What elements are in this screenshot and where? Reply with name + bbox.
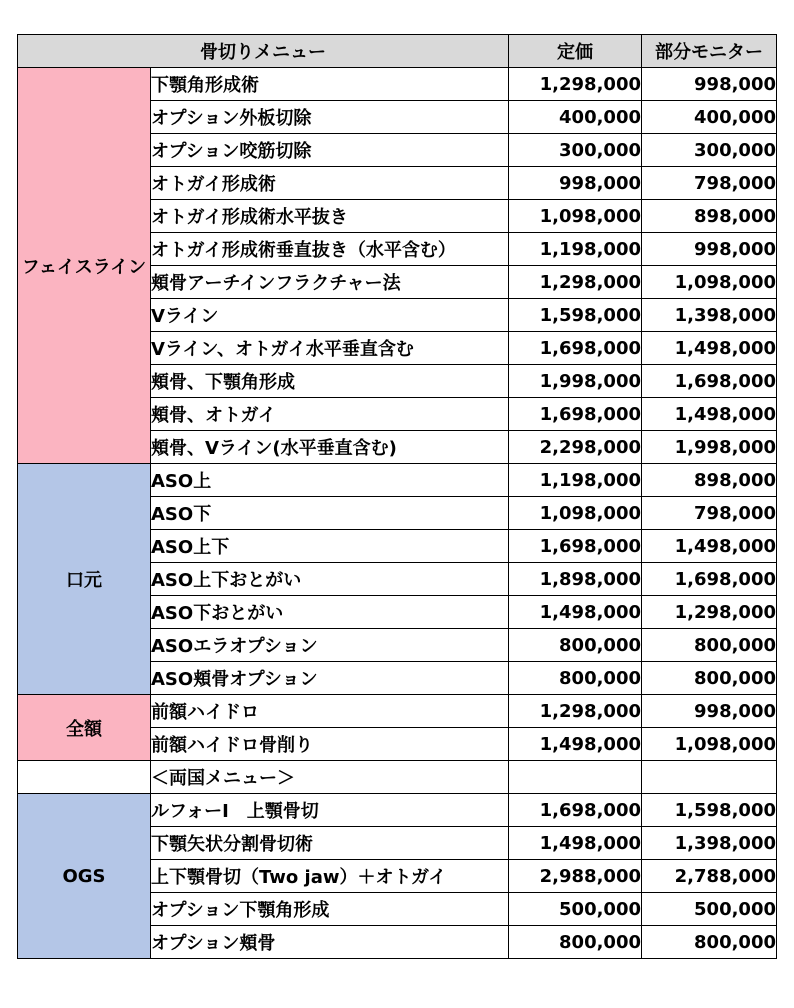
monitor-price: 998,000 (642, 695, 777, 728)
monitor-price: 400,000 (642, 101, 777, 134)
list-price: 1,098,000 (509, 497, 642, 530)
list-price: 400,000 (509, 101, 642, 134)
procedure-name: オトガイ形成術 (151, 167, 509, 200)
monitor-price: 800,000 (642, 662, 777, 695)
category-cell: 全額 (18, 695, 151, 761)
procedure-name: オプション外板切除 (151, 101, 509, 134)
category-cell (18, 761, 151, 794)
list-price: 1,698,000 (509, 398, 642, 431)
monitor-price: 2,788,000 (642, 860, 777, 893)
list-price: 1,598,000 (509, 299, 642, 332)
table-row (18, 695, 777, 728)
procedure-name: 下顎角形成術 (151, 68, 509, 101)
list-price: 1,298,000 (509, 266, 642, 299)
table-row (18, 794, 777, 827)
procedure-name: ASO下 (151, 497, 509, 530)
procedure-name: ASO上下おとがい (151, 563, 509, 596)
monitor-price: 998,000 (642, 68, 777, 101)
monitor-price: 1,498,000 (642, 530, 777, 563)
monitor-price: 1,998,000 (642, 431, 777, 464)
monitor-price: 1,398,000 (642, 827, 777, 860)
procedure-name: オプション咬筋切除 (151, 134, 509, 167)
list-price: 1,298,000 (509, 68, 642, 101)
monitor-price: 1,698,000 (642, 365, 777, 398)
monitor-price: 800,000 (642, 926, 777, 959)
procedure-name: ＜両国メニュー＞ (151, 761, 509, 794)
monitor-price: 500,000 (642, 893, 777, 926)
monitor-price: 898,000 (642, 200, 777, 233)
procedure-name: ASO頬骨オプション (151, 662, 509, 695)
procedure-name: ルフォーⅠ 上顎骨切 (151, 794, 509, 827)
header-menu: 骨切りメニュー (18, 35, 509, 68)
procedure-name: 下顎矢状分割骨切術 (151, 827, 509, 860)
monitor-price: 1,498,000 (642, 398, 777, 431)
category-cell: フェイスライン (18, 68, 151, 464)
procedure-name: 前額ハイドロ (151, 695, 509, 728)
table-row (18, 68, 777, 101)
list-price: 998,000 (509, 167, 642, 200)
monitor-price: 1,598,000 (642, 794, 777, 827)
procedure-name: オトガイ形成術垂直抜き（水平含む） (151, 233, 509, 266)
list-price: 1,498,000 (509, 596, 642, 629)
monitor-price: 998,000 (642, 233, 777, 266)
procedure-name: 頬骨アーチインフラクチャー法 (151, 266, 509, 299)
list-price (509, 761, 642, 794)
procedure-name: 上下顎骨切（Two jaw）＋オトガイ (151, 860, 509, 893)
procedure-name: オプション頬骨 (151, 926, 509, 959)
header-price: 定価 (509, 35, 642, 68)
monitor-price: 1,698,000 (642, 563, 777, 596)
list-price: 1,198,000 (509, 233, 642, 266)
list-price: 500,000 (509, 893, 642, 926)
monitor-price: 1,298,000 (642, 596, 777, 629)
monitor-price (642, 761, 777, 794)
procedure-name: オトガイ形成術水平抜き (151, 200, 509, 233)
price-table (17, 34, 777, 959)
procedure-name: ASO上 (151, 464, 509, 497)
category-cell: 口元 (18, 464, 151, 695)
monitor-price: 1,398,000 (642, 299, 777, 332)
list-price: 800,000 (509, 662, 642, 695)
procedure-name: オプション下顎角形成 (151, 893, 509, 926)
monitor-price: 1,498,000 (642, 332, 777, 365)
monitor-price: 800,000 (642, 629, 777, 662)
list-price: 1,698,000 (509, 794, 642, 827)
procedure-name: Vライン、オトガイ水平垂直含む (151, 332, 509, 365)
monitor-price: 300,000 (642, 134, 777, 167)
monitor-price: 798,000 (642, 167, 777, 200)
list-price: 1,698,000 (509, 332, 642, 365)
procedure-name: 頬骨、オトガイ (151, 398, 509, 431)
monitor-price: 898,000 (642, 464, 777, 497)
list-price: 1,298,000 (509, 695, 642, 728)
list-price: 1,998,000 (509, 365, 642, 398)
monitor-price: 1,098,000 (642, 266, 777, 299)
procedure-name: ASO上下 (151, 530, 509, 563)
list-price: 2,988,000 (509, 860, 642, 893)
list-price: 1,898,000 (509, 563, 642, 596)
list-price: 1,698,000 (509, 530, 642, 563)
table-row (18, 464, 777, 497)
list-price: 1,198,000 (509, 464, 642, 497)
procedure-name: ASOエラオプション (151, 629, 509, 662)
list-price: 800,000 (509, 629, 642, 662)
procedure-name: Vライン (151, 299, 509, 332)
table-row (18, 761, 777, 794)
list-price: 300,000 (509, 134, 642, 167)
list-price: 2,298,000 (509, 431, 642, 464)
header-monitor: 部分モニター (642, 35, 777, 68)
category-cell: OGS (18, 794, 151, 959)
list-price: 1,098,000 (509, 200, 642, 233)
list-price: 1,498,000 (509, 728, 642, 761)
list-price: 800,000 (509, 926, 642, 959)
procedure-name: ASO下おとがい (151, 596, 509, 629)
monitor-price: 1,098,000 (642, 728, 777, 761)
monitor-price: 798,000 (642, 497, 777, 530)
list-price: 1,498,000 (509, 827, 642, 860)
procedure-name: 頬骨、Vライン(水平垂直含む) (151, 431, 509, 464)
header-row (18, 35, 777, 68)
procedure-name: 前額ハイドロ骨削り (151, 728, 509, 761)
procedure-name: 頬骨、下顎角形成 (151, 365, 509, 398)
